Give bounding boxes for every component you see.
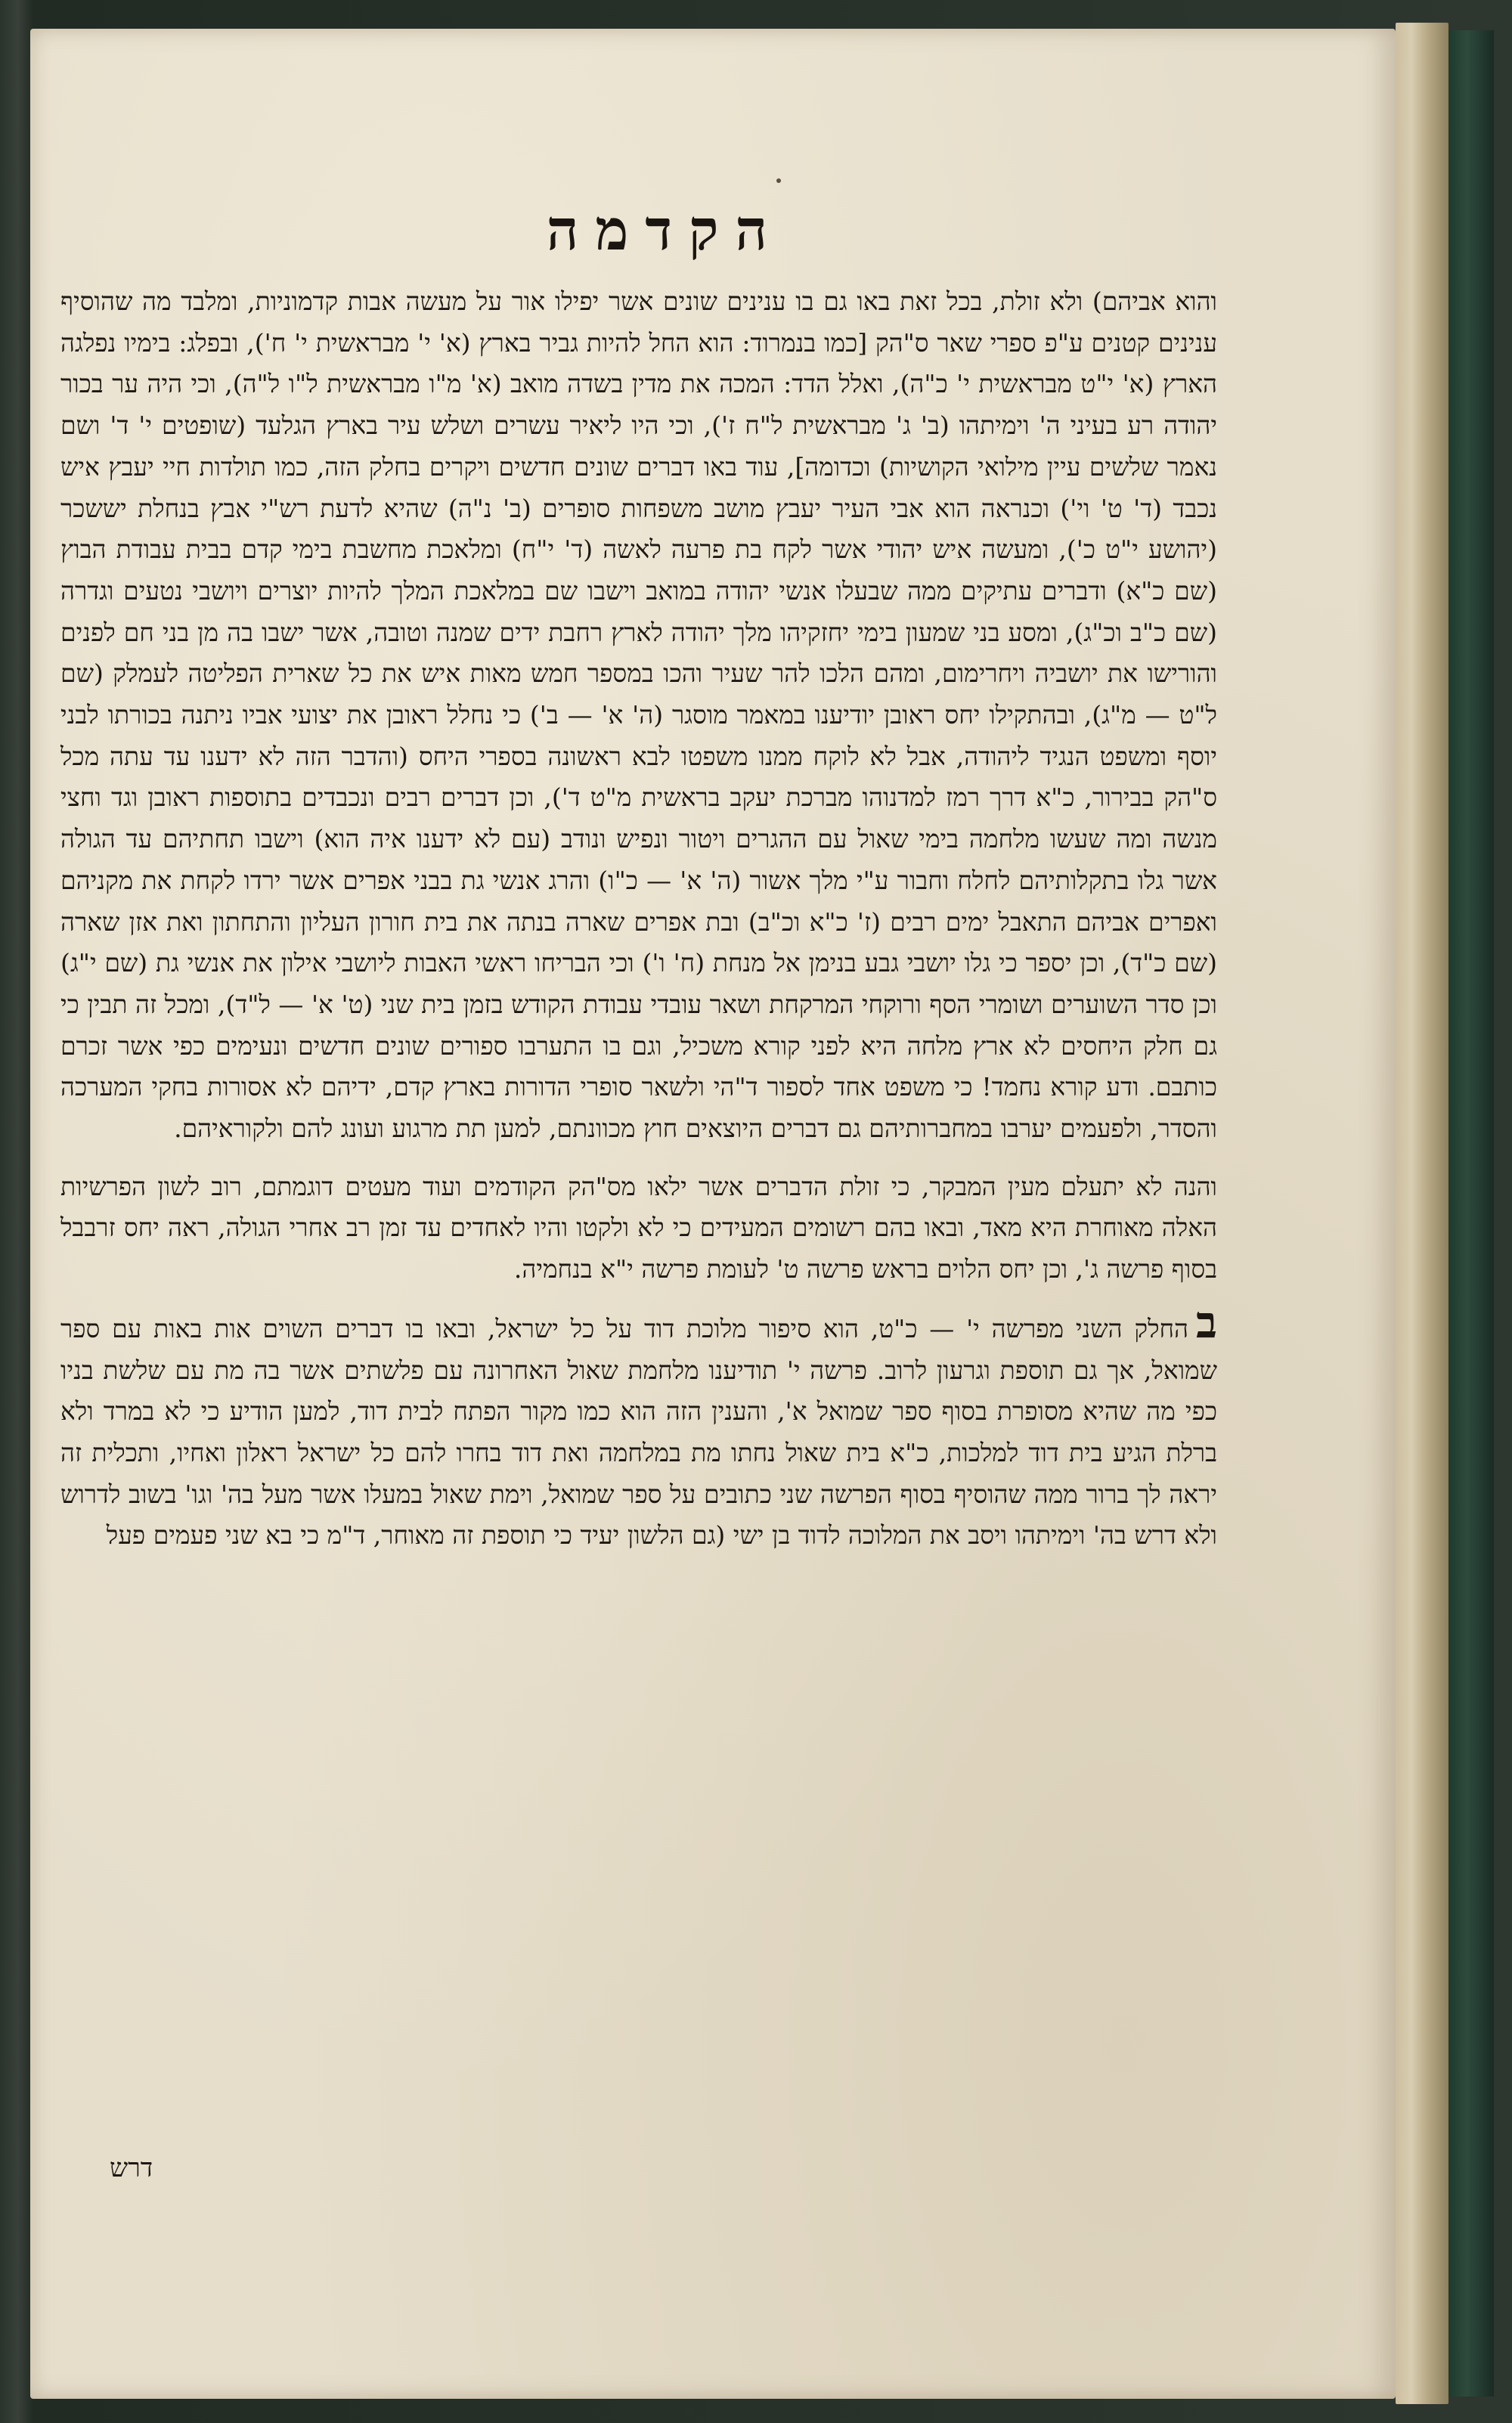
catchword: דרש	[110, 2153, 153, 2183]
body-text	[60, 281, 1217, 1557]
page-title: הקדמה	[546, 198, 785, 263]
paragraph-2: והנה לא יתעלם מעין המבקר, כי זולת הדברים אשר ילאו מס"הק הקודמים ועוד מעטים דוגמתם, רוב לשון הפרשיות האלה מאוחרת היא מאד, ובאו בהם רשומים המעידים כי לא ולקטו והיו לאחדים עד זמן רב אחרי הגולה, ראה יחס זרבבל בסוף פרשה ג', וכן יחס הלוים בראש פרשה ט' לעומת פרשה י"א בנחמיה.	[60, 1171, 1217, 1284]
paragraph-1: והוא אביהם) ולא זולת, בכל זאת באו גם בו ענינים שונים אשר יפילו אור על מעשה אבות קדמוניות, ומלבד מה שהוסיף ענינים קטנים ע"פ ספרי שאר ס"הק [כמו בנמרוד: הוא החל להיות גביר בארץ (א' י' מבראשית י' ח'), ובפלג: בימיו נפלגה הארץ (א' י"ט מבראשית י' כ"ה), ואלל הדד: המכה את מדין בשדה מואב (א' מ"ו מבראשית ל"ו ל"ה), וכי היה ער בכור יהודה רע בעיני ה' וימיתהו (ב' ג' מבראשית ל"ח ז'), וכי היו ליאיר עשרים ושלש עיר בארץ הגלעד (שופטים י' ד' ושם נאמר שלשים עיין מילואי הקושיות) וכדומה], עוד באו דברים שונים חדשים ויקרים בחלק הזה, כמו תולדות חיי יעבץ איש נכבד (ד' ט' וי') וכנראה הוא אבי העיר יעבץ מושב משפחות סופרים (ב' נ"ה) שהיא לדעת רש"י אבץ בנחלת יששכר (יהושע י"ט כ'), ומעשה איש יהודי אשר לקח בת פרעה לאשה (ד' י"ח) ומלאכת מחשבת בימי קדם בבית עבודת הבוץ (שם כ"א) ודברים עתיקים ממה שבעלו אנשי יהודה במואב וישבו שם במלאכת המלך להיות יוצרים ויושבי נטעים וגדרה (שם כ"ב וכ"ג), ומסע בני שמעון בימי יחזקיהו מלך יהודה לארץ רחבת ידים שמנה וטובה, אשר ישבו בה מן בני חם לפנים והורישו את יושביה ויחרימום, ומהם הלכו להר שעיר והכו במספר חמש מאות איש את כל שארית הפליטה לעמלק (שם ל"ט — מ"ג), ובהתקילו יחס ראובן יודיענו במאמר מוסגר (ה' א' — ב') כי נחלל ראובן את יצועי אביו ניתנה בכורתו לבני יוסף ומשפט הנגיד ליהודה, אבל לא לוקח ממנו משפטו לבא ראשונה בספרי היחס (והדבר הזה לא ידענו עד עתה מכל ס"הק בבירור, כ"א דרך רמז למדנוהו מברכת יעקב בראשית מ"ט ד'), וכן דברים רבים ונכבדים בתוספות ראובן וגד וחצי מנשה ומה שעשו מלחמה בימי שאול עם ההגרים ויטור ונפיש ונודב (עם לא ידענו איה הוא) וישבו תחתיהם עד הגולה אשר גלו בתקלותיהם לחלח וחבור ע"י מלך אשור (ה' א' — כ"ו) והרג אנשי גת בבני אפרים אשר ירדו לקחת את מקניהם ואפרים אביהם התאבל ימים רבים (ז' כ"א וכ"ב) ובת אפרים שארה בנתה את בית חורון העליון והתחתון ואת אזן שארה (שם כ"ד), וכן יספר כי גלו יושבי גבע בנימן אל מנחת (ח' ו') וכי הבריחו ראשי האבות ליושבי אילון את אנשי גת (שם י"ג) וכן סדר השוערים ושומרי הסף ורוקחי המרקחת ושאר עובדי עבודת הקודש בזמן בית שני (ט' א' — ל"ד), ומכל זה תבין כי גם חלק היחסים לא ארץ מלחה היא לפני קורא משכיל, וגם בו התערבו ספורים שונים חדשים ונעימים כפי אשר זכרם כותבם. ודע קורא נחמד! כי משפט אחד לספור ד"הי ולשאר סופרי הדורות בארץ קדם, ידיהם לא אסורות בחקי המערכה והסדר, ולפעמים יערבו במחברותיהם גם דברים היוצאים חוץ מכוונתם, למען תת מרגוע ועונג להם ולקוראיהם.	[60, 287, 1217, 1144]
drop-cap: ב	[1196, 1296, 1217, 1348]
book-cover-edge	[1448, 30, 1494, 2397]
paragraph-3	[60, 1296, 1217, 1557]
printer-mark	[776, 178, 781, 183]
page-stack-edge	[1396, 23, 1448, 2404]
paragraph-3-text: החלק השני מפרשה י' — כ"ט, הוא סיפור מלוכת דוד על כל ישראל, ובאו בו דברים השוים אות באות עם ספר שמואל, אך גם תוספת וגרעון לרוב. פרשה י' תודיענו מלחמת שאול האחרונה עם פלשתים אשר בה מת עם שלשת בניו כפי מה שהיא מסופרת בסוף ספר שמואל א', והענין הזה הוא כמו מקור הפתח לבית דוד, למען הודיע כי לא במרד ולא ברלת הגיע בית דוד למלכות, כ"א בית שאול נחתו מת במלחמה ואת דוד בחרו להם כל ישראל ראלון ואחיו, ותכלית זה יראה לך ברור ממה שהוסיף בסוף הפרשה שני כתובים על ספר שמואל, וימת שאול במעלו אשר מעל בה' וגו' בשוב לדרוש ולא דרש בה' וימיתהו ויסב את המלוכה לדוד בן ישי (גם הלשון יעיד כי תוספת זה מאוחר, ד"מ כי בא שני פעמים פעל	[60, 1313, 1217, 1551]
